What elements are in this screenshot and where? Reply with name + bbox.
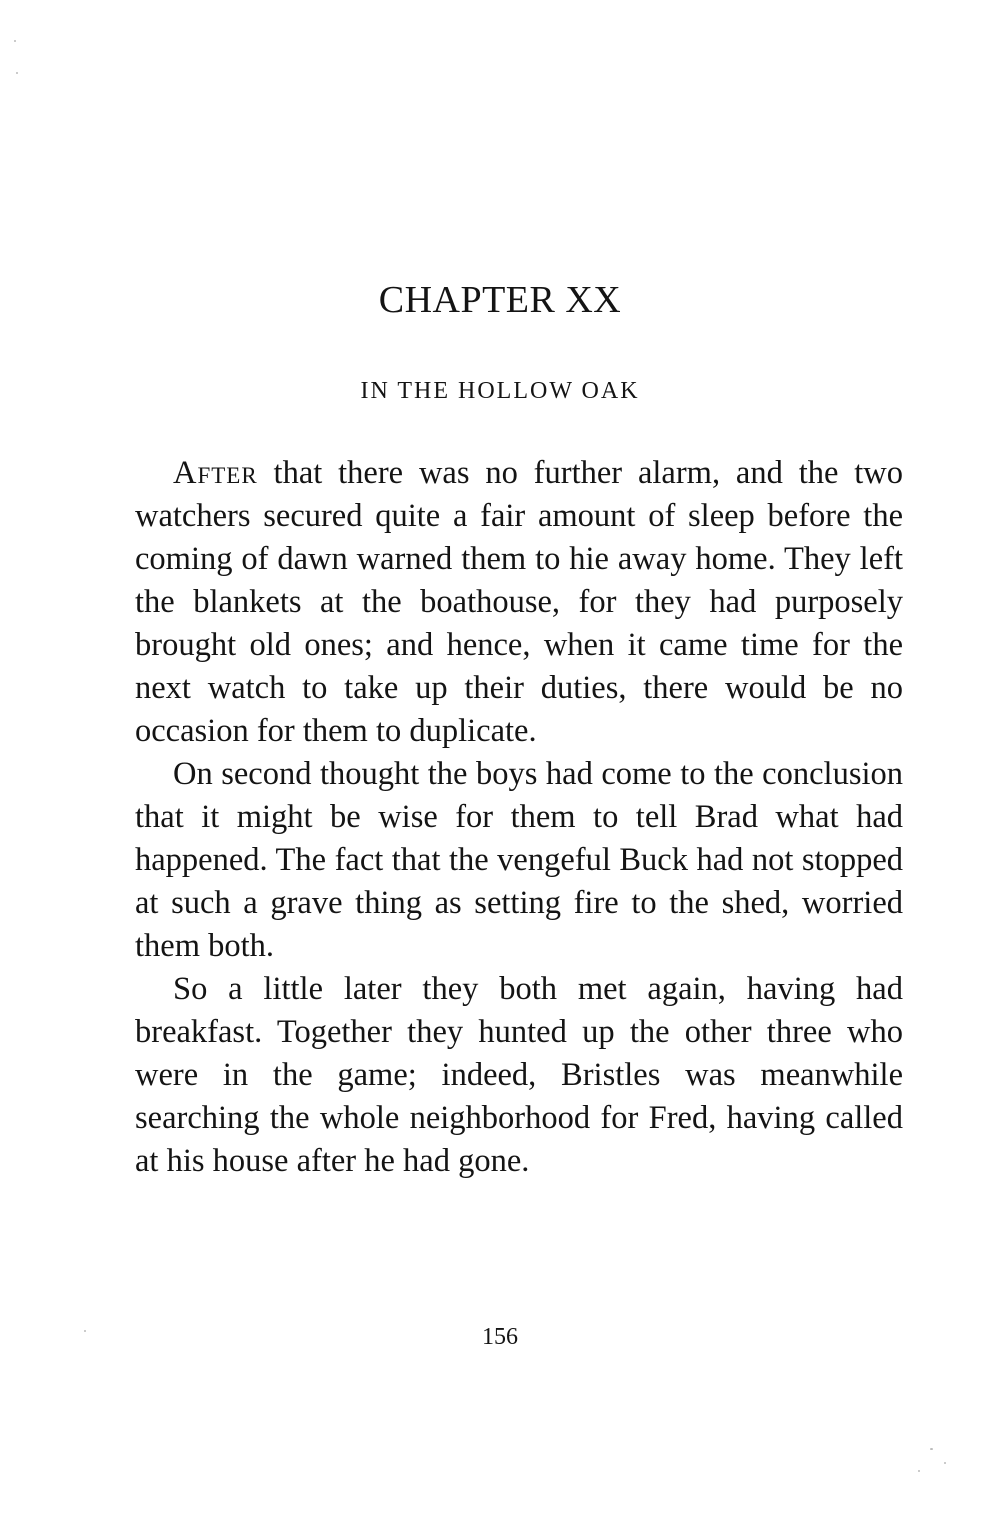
paragraph-text: On second thought the boys had come to the conclusion that it might be wise for them to tell Brad what had happened. The fact that the vengeful Buck had not stopped at such a grave thing as setting fire to the shed, worried them both. (135, 756, 903, 964)
paragraph-2 (135, 753, 903, 968)
paragraph-text: that there was no further alarm, and the two watchers secured quite a fair amount of sleep before the coming of dawn warned them to hie away home. They left the blankets at the boathouse, for they had purposely brought old ones; and hence, when it came time for the next watch to take up their duties, there would be no occasion for them to duplicate. (135, 455, 903, 749)
chapter-subtitle: IN THE HOLLOW OAK (360, 378, 640, 404)
paragraph-text: So a little later they both met again, having had breakfast. Together they hunted up the other three who were in the game; indeed, Bristles was meanwhile searching the whole neighborhood for Fred, having called at his house after he had gone. (135, 971, 903, 1179)
paragraph-1 (135, 452, 903, 753)
scan-speck (918, 1470, 920, 1472)
scan-speck (14, 40, 16, 42)
chapter-heading: CHAPTER XX (378, 279, 622, 321)
paragraph-3 (135, 968, 903, 1183)
page-number: 156 (482, 1324, 518, 1350)
chapter-body (135, 452, 903, 1183)
scan-speck (84, 1330, 86, 1332)
paragraph-lead-word: After (173, 455, 258, 491)
scan-speck (16, 72, 18, 74)
scan-speck (944, 1462, 946, 1464)
scan-speck (930, 1448, 933, 1450)
